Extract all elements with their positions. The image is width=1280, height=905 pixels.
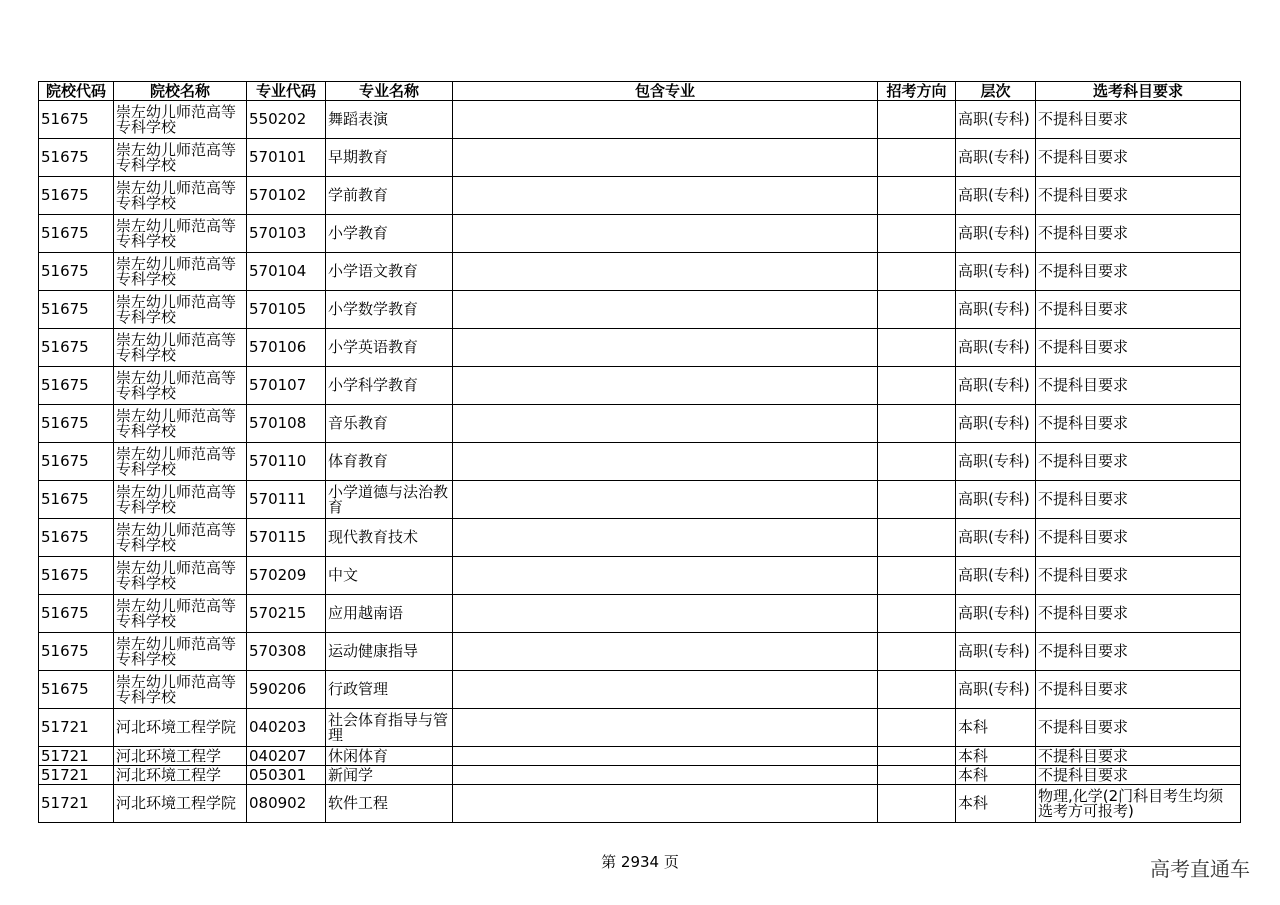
header-major-code: 专业代码 — [247, 82, 326, 101]
cell-included-majors — [453, 329, 878, 367]
header-school-code: 院校代码 — [39, 82, 114, 101]
cell-direction — [878, 633, 956, 671]
watermark-logo-text: 高考直通车 — [1150, 857, 1250, 881]
cell-direction — [878, 671, 956, 709]
cell-major-code: 570115 — [247, 519, 326, 557]
cell-included-majors — [453, 253, 878, 291]
cell-school-name: 河北环境工程学院 — [114, 709, 247, 747]
header-level: 层次 — [956, 82, 1036, 101]
table-row — [39, 766, 1241, 785]
cell-major-code: 570108 — [247, 405, 326, 443]
cell-subject-requirement: 不提科目要求 — [1036, 329, 1241, 367]
table-row — [39, 177, 1241, 215]
cell-direction — [878, 766, 956, 785]
cell-major-name: 小学科学教育 — [326, 367, 453, 405]
cell-included-majors — [453, 633, 878, 671]
cell-included-majors — [453, 177, 878, 215]
cell-school-code: 51675 — [39, 633, 114, 671]
cell-included-majors — [453, 405, 878, 443]
cell-major-name: 学前教育 — [326, 177, 453, 215]
cell-school-name: 崇左幼儿师范高等专科学校 — [114, 557, 247, 595]
cell-major-name: 早期教育 — [326, 139, 453, 177]
cell-level: 高职(专科) — [956, 633, 1036, 671]
cell-included-majors — [453, 215, 878, 253]
cell-subject-requirement: 不提科目要求 — [1036, 481, 1241, 519]
cell-school-name: 崇左幼儿师范高等专科学校 — [114, 329, 247, 367]
cell-school-code: 51721 — [39, 747, 114, 766]
cell-subject-requirement: 物理,化学(2门科目考生均须选考方可报考) — [1036, 785, 1241, 823]
cell-school-name: 崇左幼儿师范高等专科学校 — [114, 367, 247, 405]
cell-school-code: 51675 — [39, 291, 114, 329]
table-row — [39, 253, 1241, 291]
cell-subject-requirement: 不提科目要求 — [1036, 101, 1241, 139]
cell-school-name: 河北环境工程学院 — [114, 785, 247, 823]
cell-school-name: 崇左幼儿师范高等专科学校 — [114, 443, 247, 481]
table-row — [39, 557, 1241, 595]
cell-major-name: 体育教育 — [326, 443, 453, 481]
page-number: 第 2934 页 — [601, 853, 679, 871]
table-row — [39, 671, 1241, 709]
cell-included-majors — [453, 785, 878, 823]
cell-included-majors — [453, 291, 878, 329]
cell-school-code: 51675 — [39, 367, 114, 405]
cell-level: 本科 — [956, 709, 1036, 747]
cell-major-code: 040207 — [247, 747, 326, 766]
cell-included-majors — [453, 747, 878, 766]
cell-major-name: 应用越南语 — [326, 595, 453, 633]
cell-subject-requirement: 不提科目要求 — [1036, 557, 1241, 595]
cell-subject-requirement: 不提科目要求 — [1036, 443, 1241, 481]
cell-direction — [878, 443, 956, 481]
cell-direction — [878, 405, 956, 443]
cell-subject-requirement: 不提科目要求 — [1036, 215, 1241, 253]
cell-school-code: 51721 — [39, 785, 114, 823]
cell-major-code: 570209 — [247, 557, 326, 595]
admission-table — [38, 81, 1241, 823]
cell-major-code: 570110 — [247, 443, 326, 481]
cell-major-name: 现代教育技术 — [326, 519, 453, 557]
cell-major-name: 行政管理 — [326, 671, 453, 709]
header-direction: 招考方向 — [878, 82, 956, 101]
cell-subject-requirement: 不提科目要求 — [1036, 519, 1241, 557]
cell-school-name: 崇左幼儿师范高等专科学校 — [114, 177, 247, 215]
cell-subject-requirement: 不提科目要求 — [1036, 291, 1241, 329]
cell-major-code: 040203 — [247, 709, 326, 747]
cell-school-code: 51721 — [39, 766, 114, 785]
cell-major-code: 590206 — [247, 671, 326, 709]
table-row — [39, 785, 1241, 823]
header-school-name: 院校名称 — [114, 82, 247, 101]
cell-direction — [878, 367, 956, 405]
cell-included-majors — [453, 139, 878, 177]
cell-school-code: 51675 — [39, 557, 114, 595]
cell-subject-requirement: 不提科目要求 — [1036, 766, 1241, 785]
cell-major-code: 570106 — [247, 329, 326, 367]
cell-included-majors — [453, 766, 878, 785]
cell-school-name: 崇左幼儿师范高等专科学校 — [114, 101, 247, 139]
cell-major-name: 运动健康指导 — [326, 633, 453, 671]
cell-major-code: 570104 — [247, 253, 326, 291]
cell-major-code: 570105 — [247, 291, 326, 329]
cell-direction — [878, 481, 956, 519]
cell-major-code: 570102 — [247, 177, 326, 215]
header-major-name: 专业名称 — [326, 82, 453, 101]
cell-level: 高职(专科) — [956, 177, 1036, 215]
cell-level: 高职(专科) — [956, 101, 1036, 139]
cell-major-code: 550202 — [247, 101, 326, 139]
cell-subject-requirement: 不提科目要求 — [1036, 595, 1241, 633]
cell-direction — [878, 595, 956, 633]
cell-subject-requirement: 不提科目要求 — [1036, 367, 1241, 405]
cell-school-name: 崇左幼儿师范高等专科学校 — [114, 633, 247, 671]
cell-school-name: 崇左幼儿师范高等专科学校 — [114, 405, 247, 443]
cell-level: 高职(专科) — [956, 595, 1036, 633]
cell-school-code: 51675 — [39, 595, 114, 633]
cell-major-code: 080902 — [247, 785, 326, 823]
cell-school-code: 51675 — [39, 405, 114, 443]
cell-included-majors — [453, 557, 878, 595]
cell-direction — [878, 747, 956, 766]
table-row — [39, 747, 1241, 766]
cell-major-name: 新闻学 — [326, 766, 453, 785]
cell-major-name: 舞蹈表演 — [326, 101, 453, 139]
cell-major-name: 休闲体育 — [326, 747, 453, 766]
cell-subject-requirement: 不提科目要求 — [1036, 139, 1241, 177]
cell-school-code: 51675 — [39, 253, 114, 291]
cell-included-majors — [453, 595, 878, 633]
table-row — [39, 139, 1241, 177]
cell-major-name: 软件工程 — [326, 785, 453, 823]
cell-major-code: 570107 — [247, 367, 326, 405]
cell-included-majors — [453, 367, 878, 405]
cell-school-code: 51675 — [39, 177, 114, 215]
cell-level: 高职(专科) — [956, 253, 1036, 291]
table-row — [39, 443, 1241, 481]
cell-subject-requirement: 不提科目要求 — [1036, 709, 1241, 747]
cell-school-name: 崇左幼儿师范高等专科学校 — [114, 671, 247, 709]
table-row — [39, 329, 1241, 367]
cell-school-code: 51675 — [39, 481, 114, 519]
table-row — [39, 291, 1241, 329]
cell-school-name: 崇左幼儿师范高等专科学校 — [114, 139, 247, 177]
cell-school-name: 崇左幼儿师范高等专科学校 — [114, 519, 247, 557]
table-row — [39, 519, 1241, 557]
cell-direction — [878, 329, 956, 367]
table-row — [39, 709, 1241, 747]
cell-school-code: 51675 — [39, 671, 114, 709]
cell-school-name: 崇左幼儿师范高等专科学校 — [114, 215, 247, 253]
cell-included-majors — [453, 671, 878, 709]
cell-subject-requirement: 不提科目要求 — [1036, 405, 1241, 443]
cell-level: 高职(专科) — [956, 519, 1036, 557]
cell-subject-requirement: 不提科目要求 — [1036, 177, 1241, 215]
cell-school-code: 51675 — [39, 443, 114, 481]
table-header-row — [39, 82, 1241, 101]
cell-level: 高职(专科) — [956, 557, 1036, 595]
cell-major-name: 音乐教育 — [326, 405, 453, 443]
cell-level: 高职(专科) — [956, 443, 1036, 481]
cell-major-name: 社会体育指导与管理 — [326, 709, 453, 747]
cell-major-code: 050301 — [247, 766, 326, 785]
cell-subject-requirement: 不提科目要求 — [1036, 747, 1241, 766]
cell-included-majors — [453, 481, 878, 519]
cell-school-name: 河北环境工程学 — [114, 766, 247, 785]
cell-level: 高职(专科) — [956, 367, 1036, 405]
table-row — [39, 405, 1241, 443]
cell-included-majors — [453, 443, 878, 481]
cell-level: 高职(专科) — [956, 291, 1036, 329]
cell-direction — [878, 519, 956, 557]
cell-level: 本科 — [956, 747, 1036, 766]
cell-included-majors — [453, 101, 878, 139]
cell-school-code: 51675 — [39, 101, 114, 139]
cell-major-code: 570308 — [247, 633, 326, 671]
cell-school-code: 51721 — [39, 709, 114, 747]
header-subject-requirement: 选考科目要求 — [1036, 82, 1241, 101]
cell-direction — [878, 709, 956, 747]
cell-direction — [878, 101, 956, 139]
cell-level: 高职(专科) — [956, 215, 1036, 253]
cell-school-name: 崇左幼儿师范高等专科学校 — [114, 291, 247, 329]
cell-level: 高职(专科) — [956, 481, 1036, 519]
cell-subject-requirement: 不提科目要求 — [1036, 671, 1241, 709]
cell-direction — [878, 557, 956, 595]
table-body — [39, 101, 1241, 823]
table-row — [39, 481, 1241, 519]
cell-school-name: 河北环境工程学 — [114, 747, 247, 766]
table-row — [39, 595, 1241, 633]
cell-direction — [878, 291, 956, 329]
cell-major-code: 570103 — [247, 215, 326, 253]
cell-included-majors — [453, 519, 878, 557]
cell-major-name: 小学语文教育 — [326, 253, 453, 291]
cell-school-name: 崇左幼儿师范高等专科学校 — [114, 595, 247, 633]
cell-school-code: 51675 — [39, 519, 114, 557]
cell-major-name: 小学数学教育 — [326, 291, 453, 329]
table-row — [39, 215, 1241, 253]
cell-subject-requirement: 不提科目要求 — [1036, 633, 1241, 671]
cell-subject-requirement: 不提科目要求 — [1036, 253, 1241, 291]
cell-level: 高职(专科) — [956, 329, 1036, 367]
table-row — [39, 633, 1241, 671]
cell-major-name: 小学道德与法治教育 — [326, 481, 453, 519]
cell-major-name: 小学教育 — [326, 215, 453, 253]
cell-direction — [878, 785, 956, 823]
cell-school-code: 51675 — [39, 139, 114, 177]
cell-school-name: 崇左幼儿师范高等专科学校 — [114, 481, 247, 519]
cell-school-name: 崇左幼儿师范高等专科学校 — [114, 253, 247, 291]
cell-level: 高职(专科) — [956, 405, 1036, 443]
cell-level: 高职(专科) — [956, 139, 1036, 177]
cell-major-code: 570111 — [247, 481, 326, 519]
cell-level: 本科 — [956, 785, 1036, 823]
cell-school-code: 51675 — [39, 215, 114, 253]
cell-major-name: 小学英语教育 — [326, 329, 453, 367]
table-row — [39, 367, 1241, 405]
cell-major-code: 570215 — [247, 595, 326, 633]
cell-major-name: 中文 — [326, 557, 453, 595]
cell-level: 高职(专科) — [956, 671, 1036, 709]
cell-direction — [878, 139, 956, 177]
cell-level: 本科 — [956, 766, 1036, 785]
cell-school-code: 51675 — [39, 329, 114, 367]
cell-direction — [878, 177, 956, 215]
cell-direction — [878, 215, 956, 253]
cell-included-majors — [453, 709, 878, 747]
cell-major-code: 570101 — [247, 139, 326, 177]
cell-direction — [878, 253, 956, 291]
header-included-majors: 包含专业 — [453, 82, 878, 101]
table-row — [39, 101, 1241, 139]
